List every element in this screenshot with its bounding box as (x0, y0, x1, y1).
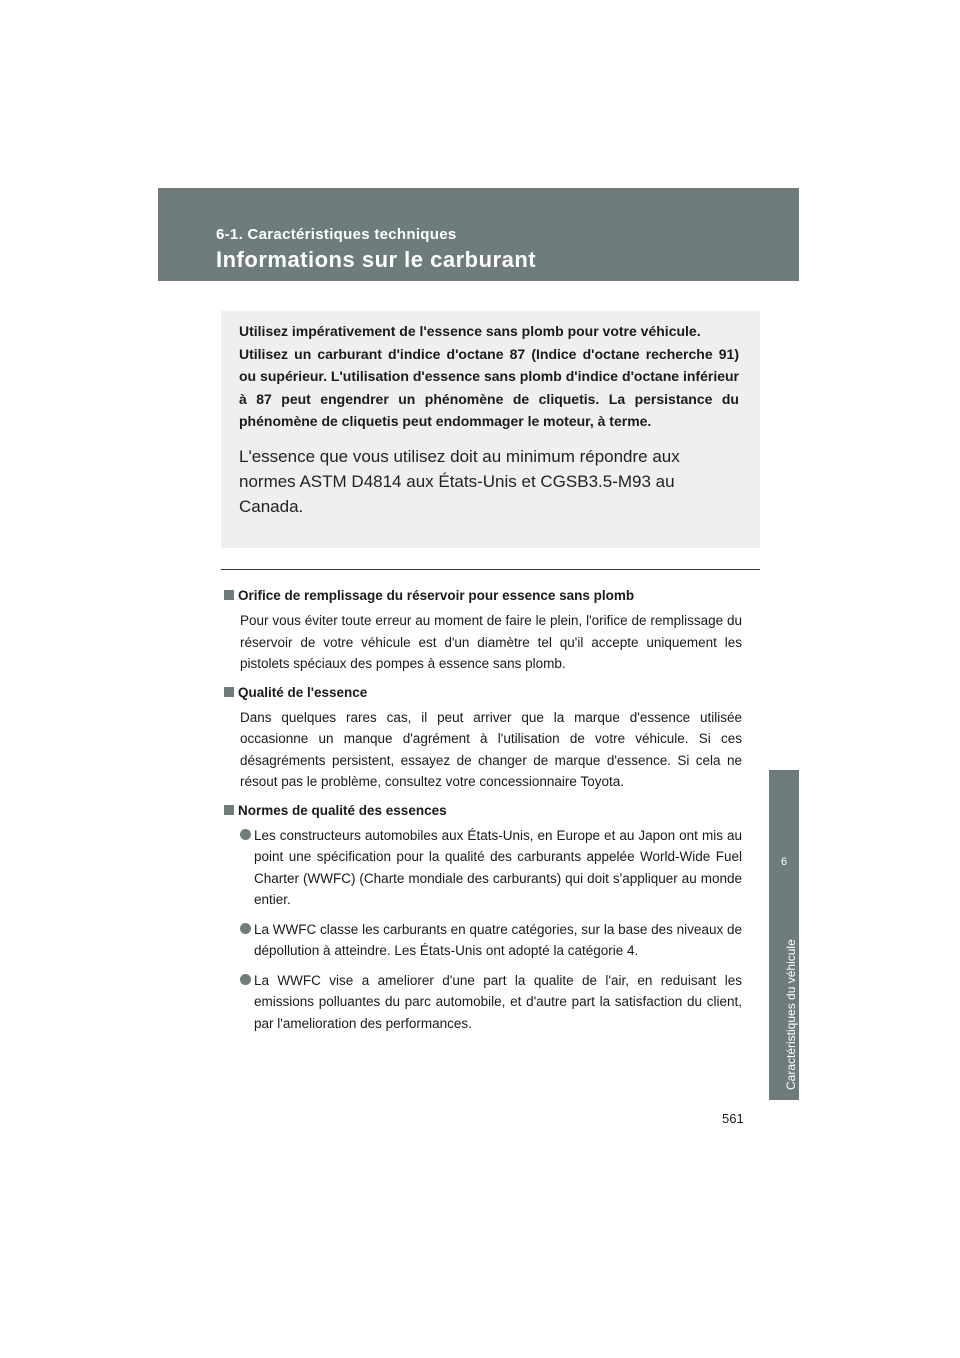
info-box (221, 311, 760, 548)
section-text: Pour vous éviter toute erreur au moment de faire le plein, l'orifice de remplissage du réservoir de votre véhicule est d'un diamètre tel qu'il accepte uniquement les pistolets spéciaux des pompes à essence sans plomb. (240, 613, 742, 671)
square-bullet-icon (224, 687, 234, 697)
section-heading-text: Normes de qualité des essences (238, 802, 447, 818)
info-bold-line-2: Utilisez un carburant d'indice d'octane 87 (Indice d'octane recherche 91) ou supérieur. L'utilisation d'essence sans plomb d'indice d'octane inférieur à 87 peut engendrer un phénomène de cliquetis. La persistance du phénomène de cliquetis peut endommager le moteur, à terme. (239, 345, 739, 429)
section-heading (224, 801, 742, 821)
divider (221, 569, 760, 570)
circle-bullet-icon (240, 974, 251, 985)
square-bullet-icon (224, 805, 234, 815)
chapter-label: Caractéristiques du véhicule (784, 939, 798, 1090)
section-quality-standards (224, 801, 742, 1035)
section-heading (224, 683, 742, 703)
main-content (224, 586, 742, 1042)
chapter-header (158, 188, 799, 281)
list-item (240, 970, 742, 1035)
section-heading (224, 586, 742, 606)
list-item-text: La WWFC vise a ameliorer d'une part la qualite de l'air, en reduisant les emissions polluantes du parc automobile, et d'autre part la satisfaction du client, par l'amelioration des performances. (254, 972, 742, 1031)
list-item-text: Les constructeurs automobiles aux États-Unis, en Europe et au Japon ont mis au point une spécification pour la qualité des carburants appelée World-Wide Fuel Charter (WWFC) (Charte mondiale des carburants) qui doit s'appliquer au monde entier. (254, 827, 742, 907)
section-heading-text: Qualité de l'essence (238, 684, 368, 700)
circle-bullet-icon (240, 829, 251, 840)
section-heading-text: Orifice de remplissage du réservoir pour essence sans plomb (238, 588, 635, 603)
circle-bullet-icon (240, 923, 251, 934)
list-item (240, 919, 742, 962)
page-number: 561 (722, 1111, 744, 1126)
section-label: 6-1. Caractéristiques techniques (216, 226, 457, 243)
section-fuel-filler (224, 586, 742, 675)
chapter-side-tab (769, 770, 799, 1100)
section-text: Dans quelques rares cas, il peut arriver que la marque d'essence utilisée occasionne un manque d'agrément à l'utilisation de votre véhicule. Si ces désagréments persistent, essayez de changer de marque d'essence. Si cela ne résout pas le problème, consultez votre concessionnaire Toyota. (240, 709, 742, 789)
section-fuel-quality (224, 683, 742, 793)
square-bullet-icon (224, 590, 234, 600)
list-item-text: La WWFC classe les carburants en quatre catégories, sur la base des niveaux de dépollution à atteindre. Les États-Unis ont adopté la catégorie 4. (254, 921, 742, 958)
info-bold-line-1: Utilisez impérativement de l'essence sans plomb pour votre véhicule. (239, 323, 701, 339)
list-item (240, 825, 742, 911)
page-title: Informations sur le carburant (216, 247, 537, 272)
info-standards-paragraph: L'essence que vous utilisez doit au minimum répondre aux normes ASTM D4814 aux États-Unis et CGSB3.5-M93 au Canada. (239, 446, 680, 516)
chapter-number: 6 (780, 856, 788, 868)
